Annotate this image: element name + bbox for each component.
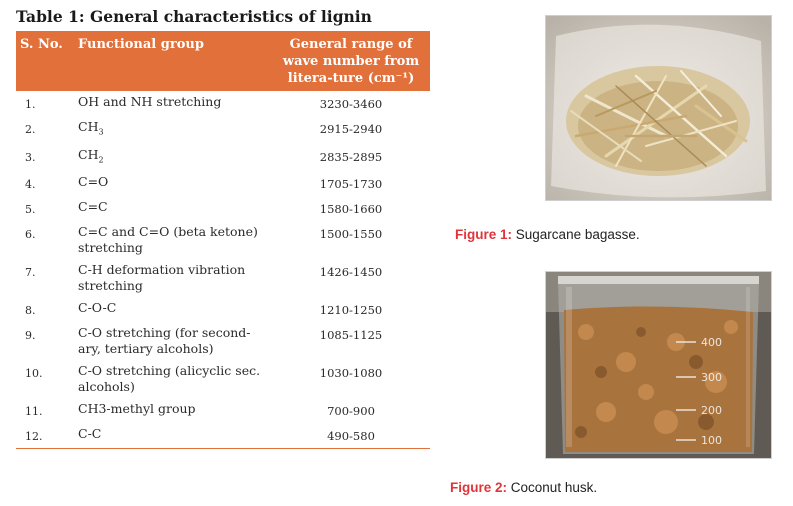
- cell-functional-group: C-O stretching (for second-ary, tertiary alcohols): [78, 325, 251, 356]
- cell-functional-group: C=C: [78, 199, 108, 214]
- cell-functional-group: C-O-C: [78, 300, 117, 315]
- cell-range: 1210-1250: [319, 303, 383, 317]
- lignin-characteristics-table: [16, 31, 430, 449]
- cell-range: 490-580: [272, 423, 430, 449]
- cell-sno: 2.: [25, 123, 36, 136]
- beaker-mark-400: 400: [701, 336, 722, 349]
- cell-range: 3230-3460: [319, 97, 383, 111]
- coconut-husk-photo: [545, 271, 772, 459]
- bagasse-illustration: [546, 16, 771, 200]
- cell-range: 1426-1450: [319, 265, 383, 279]
- figure-1-caption: [455, 227, 640, 242]
- cell-sno: 1.: [25, 98, 36, 111]
- cell-functional-group: CH3-methyl group: [78, 401, 196, 416]
- figure-2-caption: [450, 480, 597, 495]
- table-row: [16, 423, 430, 449]
- cell-sno: 8.: [25, 304, 36, 317]
- table-row: [16, 360, 430, 398]
- ch3-formula: $CH_3$: [78, 119, 104, 137]
- beaker-mark-100: 100: [701, 434, 722, 447]
- cell-functional-group: C-O stretching (alicyclic sec. alcohols): [78, 363, 261, 394]
- beaker-illustration: [546, 272, 771, 458]
- figure-1-text: Sugarcane bagasse.: [515, 227, 640, 242]
- table-row: [16, 196, 430, 221]
- table-row: [16, 322, 430, 360]
- header-functional-group: Functional group: [74, 31, 272, 91]
- cell-functional-group: OH and NH stretching: [78, 94, 222, 109]
- cell-functional-group: C-H deformation vibration stretching: [78, 262, 246, 293]
- cell-functional-group: C=C and C=O (beta ketone) stretching: [78, 224, 258, 255]
- cell-sno: 4.: [25, 178, 36, 191]
- cell-functional-group: C-C: [74, 423, 272, 449]
- cell-sno: 5.: [25, 203, 36, 216]
- cell-sno: 11.: [25, 405, 43, 418]
- cell-sno: 12.: [16, 423, 74, 449]
- cell-range: 1085-1125: [319, 328, 383, 342]
- beaker-mark-200: 200: [701, 404, 722, 417]
- table-header-row: [16, 31, 430, 91]
- cell-functional-group: [74, 144, 272, 172]
- table-row: [16, 171, 430, 196]
- figure-2-text: Coconut husk.: [510, 480, 598, 495]
- sugarcane-bagasse-photo: [545, 15, 772, 201]
- header-sno: S. No.: [16, 31, 74, 91]
- cell-range: 1580-1660: [319, 202, 383, 216]
- cell-functional-group: C=O: [78, 174, 109, 189]
- table-row: [16, 398, 430, 423]
- table-row: [16, 259, 430, 297]
- cell-sno: 9.: [25, 329, 36, 342]
- ch2-formula: $CH_2$: [78, 146, 104, 164]
- figure-1-label: Figure 1:: [455, 227, 513, 242]
- cell-sno: 6.: [25, 228, 36, 241]
- cell-range: 2915-2940: [319, 122, 383, 136]
- table-row: [16, 91, 430, 116]
- cell-sno: 10.: [25, 367, 43, 380]
- table-title: Table 1: General characteristics of lignin: [16, 7, 372, 26]
- cell-functional-group: [74, 116, 272, 144]
- cell-range: 700-900: [327, 404, 375, 418]
- beaker-mark-300: 300: [701, 371, 722, 384]
- figure-2-label: Figure 2:: [450, 480, 508, 495]
- cell-range: 1500-1550: [319, 227, 383, 241]
- table-row: [16, 116, 430, 144]
- table-row: [16, 221, 430, 259]
- cell-range: 2835-2895: [319, 149, 383, 164]
- cell-sno: 7.: [25, 266, 36, 279]
- cell-range: 1705-1730: [319, 177, 383, 191]
- cell-range: 1030-1080: [319, 366, 383, 380]
- header-wave-number-range: General range of wave number from litera-ture (cm⁻¹): [272, 31, 430, 91]
- table-row: [16, 297, 430, 322]
- table-row: [16, 144, 430, 172]
- cell-sno: 3.: [25, 150, 36, 164]
